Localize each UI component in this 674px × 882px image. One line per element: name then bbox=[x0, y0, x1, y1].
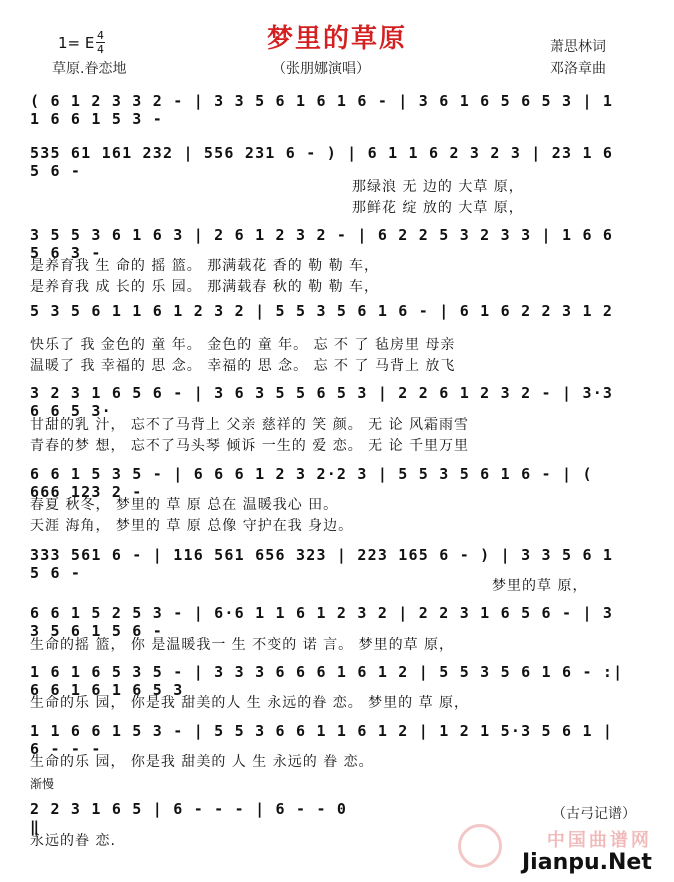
score-line-1: ( 6 1 2 3 3 2 - | 3 3 5 6 1 6 1 6 - | 3 6 1 6 5 6 5 3 | 1 1 6 6 1 5 3 - bbox=[30, 92, 614, 128]
lyric-line: 快乐了 我 金色的 童 年。 金色的 童 年。 忘 不 了 毡房里 母亲 bbox=[30, 337, 456, 353]
lyric-line: 生命的摇 篮， 你 是温暖我一 生 不变的 诺 言。 梦里的草 原， bbox=[30, 637, 455, 653]
score-line-5: 3 2 3 1 6 5 6 - | 3 6 3 5 5 6 5 3 | 2 2 6 1 2 3 2 - | 3·3 6 6 5 3· bbox=[30, 384, 614, 420]
key-signature: 1= E bbox=[58, 34, 95, 52]
score-line-7: 333 561 6 - | 116 561 656 323 | 223 165 6 - ) | 3 3 5 6 1 5 6 - bbox=[30, 546, 614, 582]
lyricist-credit: 萧思林词 bbox=[550, 39, 606, 55]
watermark-logo-icon bbox=[458, 824, 502, 868]
lyric-line: 是养育我 生 命的 摇 篮。 那满载花 香的 勒 勒 车， bbox=[30, 258, 380, 274]
lyric-line: 是养育我 成 长的 乐 园。 那满载春 秋的 勒 勒 车， bbox=[30, 279, 380, 295]
singer-credit: （张朋娜演唱） bbox=[272, 61, 370, 77]
score-line-4: 5 3 5 6 1 1 6 1 2 3 2 | 5 5 3 5 6 1 6 - | 6 1 6 2 2 3 1 2 bbox=[30, 302, 614, 320]
lyric-line: 生命的乐 园， 你是我 甜美的 人 生 永远的 眷 恋。 bbox=[30, 754, 374, 770]
tempo-marking: 渐慢 bbox=[30, 777, 55, 791]
lyric-line: 甘甜的乳 汁， 忘不了马背上 父亲 慈祥的 笑 颜。 无 论 风霜雨雪 bbox=[30, 417, 470, 433]
watermark-site-url: Jianpu.Net bbox=[522, 850, 652, 875]
lyric-line: 春夏 秋冬， 梦里的 草 原 总在 温暖我心 田。 bbox=[30, 497, 339, 513]
lyric-line: 那鲜花 绽 放的 大草 原， bbox=[352, 200, 524, 216]
lyric-line: 梦里的草 原， bbox=[492, 578, 588, 594]
score-line-2: 535 61 161 232 | 556 231 6 - ) | 6 1 1 6 2 3 2 3 | 23 1 6 5 6 - bbox=[30, 144, 614, 180]
composer-credit: 邓洛章曲 bbox=[550, 61, 606, 77]
lyric-line: 生命的乐 园， 你是我 甜美的人 生 永远的眷 恋。 梦里的 草 原， bbox=[30, 695, 470, 711]
watermark bbox=[522, 826, 652, 875]
lyric-line: 温暖了 我 幸福的 思 念。 幸福的 思 念。 忘 不 了 马背上 放飞 bbox=[30, 358, 456, 374]
watermark-site-name: 中国曲谱网 bbox=[546, 830, 652, 851]
score-line-10: 1 1 6 6 1 5 3 - | 5 5 3 6 6 1 1 6 1 2 | 1 2 1 5·3 5 6 1 | 6 - - - bbox=[30, 722, 614, 758]
lyric-line: 青春的梦 想， 忘不了马头琴 倾诉 一生的 爱 恋。 无 论 千里万里 bbox=[30, 438, 470, 454]
page-title: 梦里的草原 bbox=[266, 24, 407, 54]
score-line-6: 6 6 1 5 3 5 - | 6 6 6 1 2 3 2·2 3 | 5 5 3 5 6 1 6 - | ( 666 123 2 - bbox=[30, 465, 593, 501]
time-signature-top: 4 bbox=[97, 29, 104, 42]
lyric-line: 永远的眷 恋. bbox=[30, 833, 116, 849]
score-line-3: 3 5 5 3 6 1 6 3 | 2 6 1 2 3 2 - | 6 2 2 5 3 2 3 3 | 1 6 6 5 6 3 - bbox=[30, 226, 614, 262]
score-line-8: 6 6 1 5 2 5 3 - | 6·6 1 1 6 1 2 3 2 | 2 2 3 1 6 5 6 - | 3 3 5 6 1 5 6 - bbox=[30, 604, 614, 640]
transcriber-credit: （古弓记谱） bbox=[552, 806, 636, 822]
tempo-mood-marking: 草原.眷恋地 bbox=[52, 61, 127, 77]
time-signature-bottom: 4 bbox=[97, 43, 104, 56]
time-signature bbox=[96, 30, 105, 55]
lyric-line: 那绿浪 无 边的 大草 原， bbox=[352, 179, 524, 195]
lyric-line: 天涯 海角， 梦里的 草 原 总像 守护在我 身边。 bbox=[30, 518, 354, 534]
score-line-11: 2 2 3 1 6 5 | 6 - - - | 6 - - 0 ‖ bbox=[30, 800, 348, 836]
score-line-9: 1 6 1 6 5 3 5 - | 3 3 3 6 6 6 1 6 1 2 | 5 5 3 5 6 1 6 - :| 6 6 1 6 1 6 5 3 bbox=[30, 663, 624, 699]
